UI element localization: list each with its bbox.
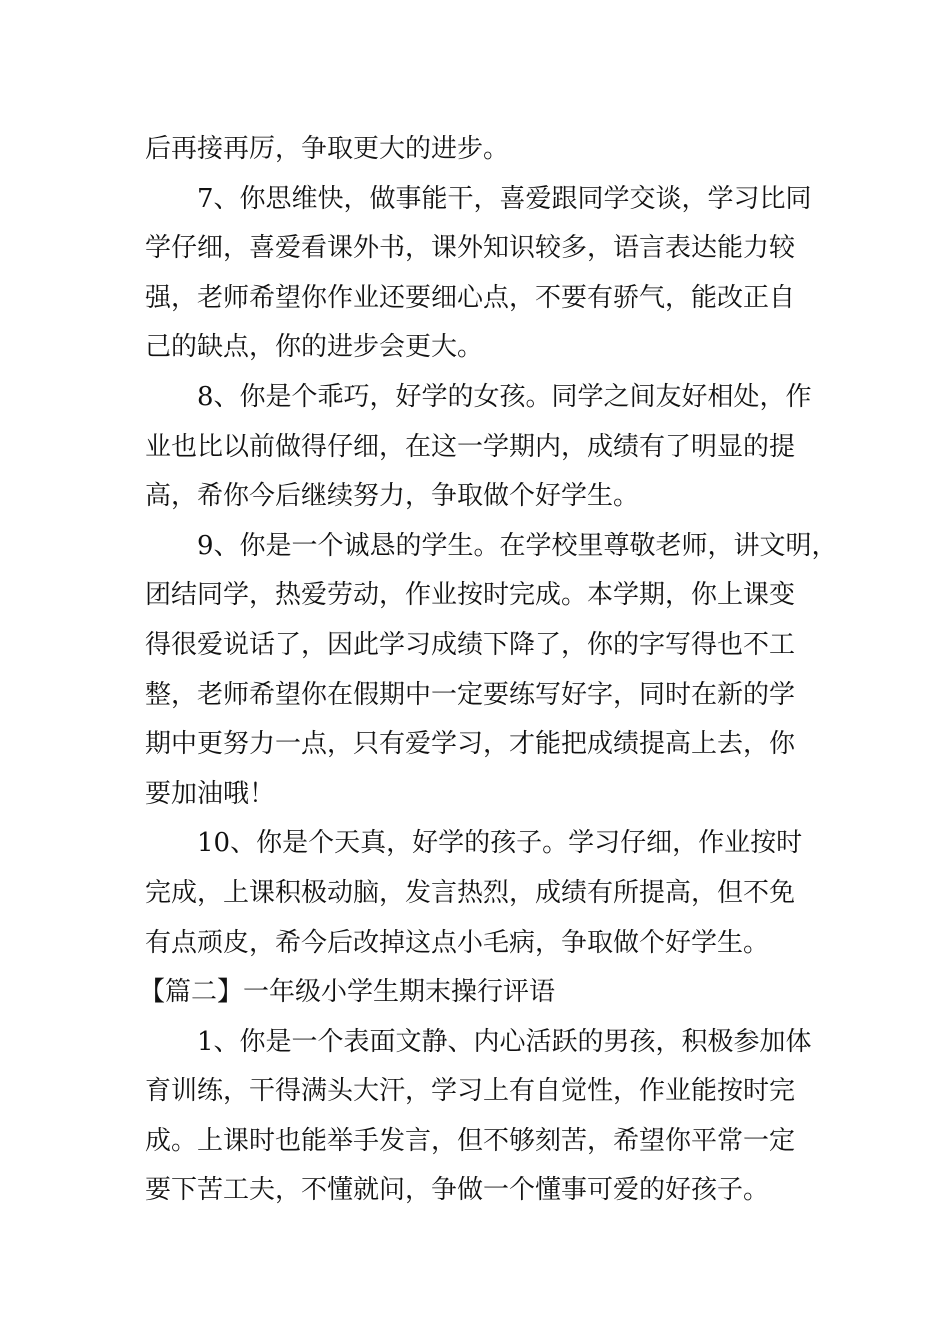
paragraph-start-line: 10、你是个天真，好学的孩子。学习仔细，作业按时 xyxy=(197,828,803,859)
text-line: 期中更努力一点，只有爱学习，才能把成绩提高上去，你 xyxy=(145,729,796,760)
text-line: 强，老师希望你作业还要细心点，不要有骄气，能改正自 xyxy=(145,282,796,313)
paragraph-start-line: 9、你是一个诚恳的学生。在学校里尊敬老师，讲文明， xyxy=(197,530,838,561)
section-heading: 【篇二】一年级小学生期末操行评语 xyxy=(139,977,556,1008)
document-body xyxy=(139,125,838,1216)
text-line: 业也比以前做得仔细，在这一学期内，成绩有了明显的提 xyxy=(145,431,796,462)
text-line: 要下苦工夫，不懂就问，争做一个懂事可爱的好孩子。 xyxy=(145,1175,770,1206)
text-line: 后再接再厉，争取更大的进步。 xyxy=(145,134,510,164)
text-line: 高，希你今后继续努力，争取做个好学生。 xyxy=(145,481,640,512)
text-line: 得很爱说话了，因此学习成绩下降了，你的字写得也不工 xyxy=(145,629,796,660)
text-line: 育训练，干得满头大汗，学习上有自觉性，作业能按时完 xyxy=(145,1076,796,1107)
paragraph-start-line: 7、你思维快，做事能干，喜爱跟同学交谈，学习比同 xyxy=(197,183,812,214)
text-line: 整，老师希望你在假期中一定要练写好字，同时在新的学 xyxy=(145,679,796,710)
text-line: 有点顽皮，希今后改掉这点小毛病，争取做个好学生。 xyxy=(145,927,770,958)
text-line: 己的缺点，你的进步会更大。 xyxy=(145,332,484,363)
text-line: 学仔细，喜爱看课外书，课外知识较多，语言表达能力较 xyxy=(145,233,796,264)
paragraph-start-line: 1、你是一个表面文静、内心活跃的男孩，积极参加体 xyxy=(197,1026,812,1057)
text-line: 成。上课时也能举手发言，但不够刻苦，希望你平常一定 xyxy=(145,1125,796,1156)
text-line: 团结同学，热爱劳动，作业按时完成。本学期，你上课变 xyxy=(145,580,796,611)
text-line: 完成，上课积极动脑，发言热烈，成绩有所提高，但不免 xyxy=(145,877,796,908)
text-line: 要加油哦！ xyxy=(145,778,276,809)
paragraph-start-line: 8、你是个乖巧，好学的女孩。同学之间友好相处，作 xyxy=(197,381,812,412)
